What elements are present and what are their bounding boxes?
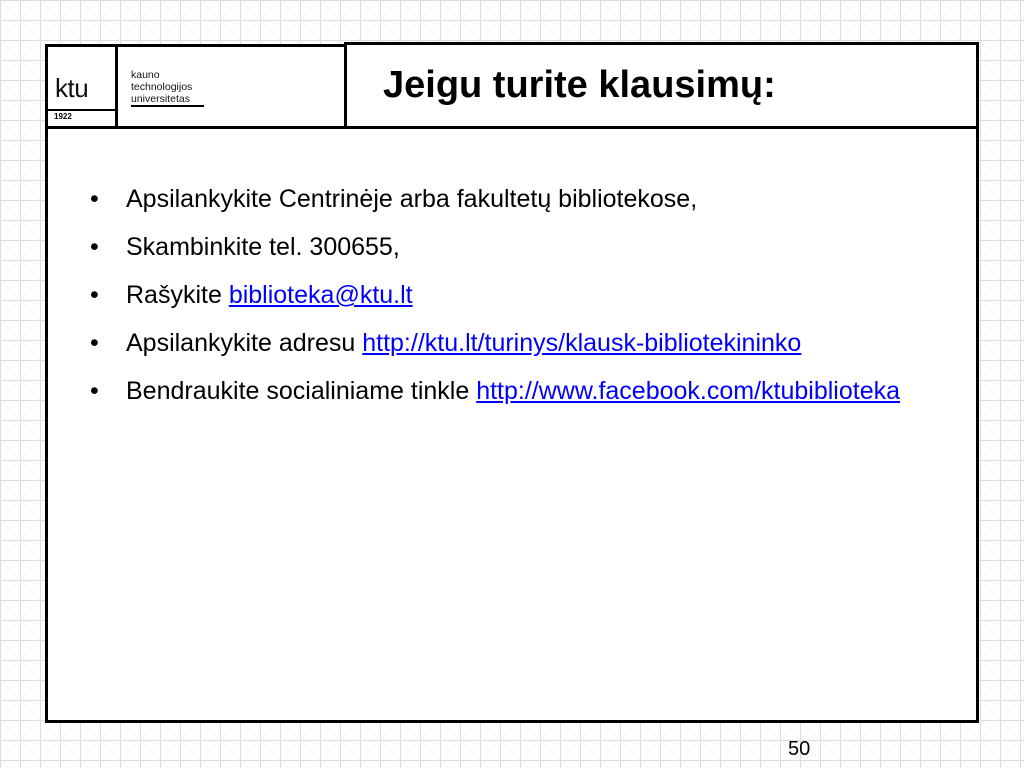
bullet-text: Skambinkite tel. 300655, [126,233,400,261]
slide-title: Jeigu turite klausimų: [383,64,776,106]
university-name-line-3: universitetas [131,93,190,105]
university-name [131,69,192,105]
university-name-line-1: kauno [131,69,160,81]
ktu-logo-mark [48,47,118,127]
email-link[interactable]: biblioteka@ktu.lt [228,281,413,309]
logo-abbreviation: ktu [55,73,89,103]
bullet-text: Apsilankykite Centrinėje arba fakultetų bibliotekose, [126,185,698,213]
logo-divider [48,109,115,111]
university-name-line-2: technologijos [131,81,193,93]
title-panel [344,42,979,130]
bullet-item [90,371,940,411]
university-name-underline [131,105,204,107]
page-number: 50 [788,738,811,760]
bullet-text: Bendraukite socialiniame tinkle [126,377,477,405]
bullet-item [90,227,940,267]
bullet-text: Apsilankykite adresu [126,329,363,357]
bullet-item [90,275,940,315]
bullet-text: Rašykite [126,281,229,309]
logo-year: 1922 [54,112,72,121]
bullet-list [90,179,940,419]
ask-librarian-link[interactable]: http://ktu.lt/turinys/klausk-bibliotekininko [362,329,802,357]
bullet-item [90,179,940,219]
bullet-item [90,323,940,363]
logo-panel [45,44,350,130]
content-panel [45,126,979,723]
facebook-link[interactable]: http://www.facebook.com/ktubiblioteka [476,377,901,405]
